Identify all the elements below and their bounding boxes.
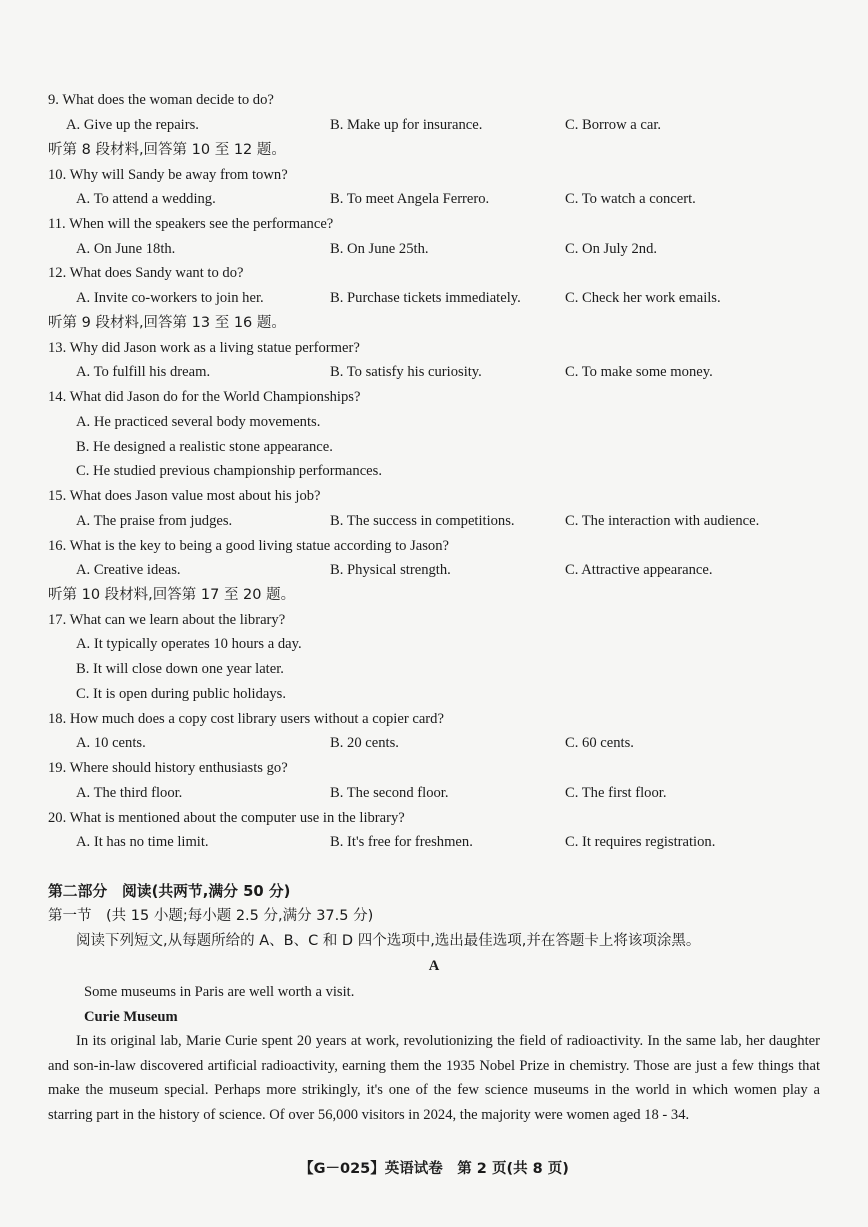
- question-15-option-c: C. The interaction with audience.: [565, 513, 760, 529]
- question-12-option-c: C. Check her work emails.: [565, 290, 721, 306]
- question-20-option-c: C. It requires registration.: [565, 834, 716, 850]
- question-15-stem: 15. What does Jason value most about his job?: [48, 488, 321, 504]
- question-13-option-a: A. To fulfill his dream.: [76, 364, 211, 380]
- question-19-option-b: B. The second floor.: [330, 785, 449, 801]
- passage-letter: A: [428, 958, 440, 974]
- question-18-option-b: B. 20 cents.: [330, 735, 399, 751]
- part-2-title: 第二部分 阅读(共两节,满分 50 分): [48, 883, 291, 900]
- question-16-stem: 16. What is the key to being a good living statue according to Jason?: [48, 538, 449, 554]
- section-8-heading: 听第 8 段材料,回答第 10 至 12 题。: [48, 142, 286, 158]
- question-9-stem: 9. What does the woman decide to do?: [48, 92, 274, 108]
- question-11-option-b: B. On June 25th.: [330, 241, 429, 257]
- question-14-stem: 14. What did Jason do for the World Championships?: [48, 389, 361, 405]
- question-9-option-a: A. Give up the repairs.: [66, 117, 199, 133]
- question-10-stem: 10. Why will Sandy be away from town?: [48, 167, 288, 183]
- question-16-option-b: B. Physical strength.: [330, 562, 451, 578]
- question-19-option-c: C. The first floor.: [565, 785, 667, 801]
- question-12-option-a: A. Invite co-workers to join her.: [76, 290, 264, 306]
- question-14-option-c: C. He studied previous championship performances.: [76, 463, 382, 479]
- question-16-option-a: A. Creative ideas.: [76, 562, 181, 578]
- section-9-heading: 听第 9 段材料,回答第 13 至 16 题。: [48, 315, 286, 331]
- question-18-option-c: C. 60 cents.: [565, 735, 634, 751]
- question-11-option-c: C. On July 2nd.: [565, 241, 658, 257]
- question-14-option-b: B. He designed a realistic stone appearance.: [76, 439, 333, 455]
- question-17-option-a: A. It typically operates 10 hours a day.: [76, 636, 302, 652]
- question-11-option-a: A. On June 18th.: [76, 241, 176, 257]
- question-15-option-a: A. The praise from judges.: [76, 513, 233, 529]
- section-1-heading: 第一节 (共 15 小题;每小题 2.5 分,满分 37.5 分): [48, 908, 374, 924]
- question-11-stem: 11. When will the speakers see the performance?: [48, 216, 334, 232]
- question-19-option-a: A. The third floor.: [76, 785, 183, 801]
- question-18-stem: 18. How much does a copy cost library users without a copier card?: [48, 711, 444, 727]
- question-17-option-c: C. It is open during public holidays.: [76, 686, 286, 702]
- question-20-stem: 20. What is mentioned about the computer use in the library?: [48, 810, 405, 826]
- passage-heading: Curie Museum: [84, 1009, 178, 1025]
- question-10-option-a: A. To attend a wedding.: [76, 191, 216, 207]
- question-13-option-c: C. To make some money.: [565, 364, 713, 380]
- question-9-option-c: C. Borrow a car.: [565, 117, 662, 133]
- question-16-option-c: C. Attractive appearance.: [565, 562, 713, 578]
- question-13-stem: 13. Why did Jason work as a living statue performer?: [48, 340, 360, 356]
- question-17-stem: 17. What can we learn about the library?: [48, 612, 286, 628]
- question-12-stem: 12. What does Sandy want to do?: [48, 265, 244, 281]
- question-18-option-a: A. 10 cents.: [76, 735, 146, 751]
- passage-paragraph: In its original lab, Marie Curie spent 20 years at work, revolutionizing the field of radioactivity. In the same lab, her daughter and son-in-law discovered artificial radioactivity, earning them the 1935 Nobel Prize in chemistry. Those are just a few things that make the museum special. Perhaps more strikingly, it's one of the few science museums in the world in which women play a starring part in the history of science. Of over 56,000 visitors in 2024, the majority were women aged 18 - 34.: [48, 1033, 820, 1124]
- reading-instruction: 阅读下列短文,从每题所给的 A、B、C 和 D 四个选项中,选出最佳选项,并在答题卡上将该项涂黑。: [76, 933, 701, 949]
- question-20-option-a: A. It has no time limit.: [76, 834, 209, 850]
- question-9-option-b: B. Make up for insurance.: [330, 117, 483, 133]
- passage-intro: Some museums in Paris are well worth a visit.: [84, 984, 355, 1000]
- section-10-heading: 听第 10 段材料,回答第 17 至 20 题。: [48, 587, 296, 603]
- question-15-option-b: B. The success in competitions.: [330, 513, 515, 529]
- question-20-option-b: B. It's free for freshmen.: [330, 834, 473, 850]
- question-17-option-b: B. It will close down one year later.: [76, 661, 284, 677]
- question-14-option-a: A. He practiced several body movements.: [76, 414, 321, 430]
- question-19-stem: 19. Where should history enthusiasts go?: [48, 760, 288, 776]
- question-10-option-b: B. To meet Angela Ferrero.: [330, 191, 490, 207]
- question-12-option-b: B. Purchase tickets immediately.: [330, 290, 521, 306]
- page-footer: 【G－025】英语试卷 第 2 页(共 8 页): [299, 1161, 569, 1177]
- question-13-option-b: B. To satisfy his curiosity.: [330, 364, 482, 380]
- question-10-option-c: C. To watch a concert.: [565, 191, 696, 207]
